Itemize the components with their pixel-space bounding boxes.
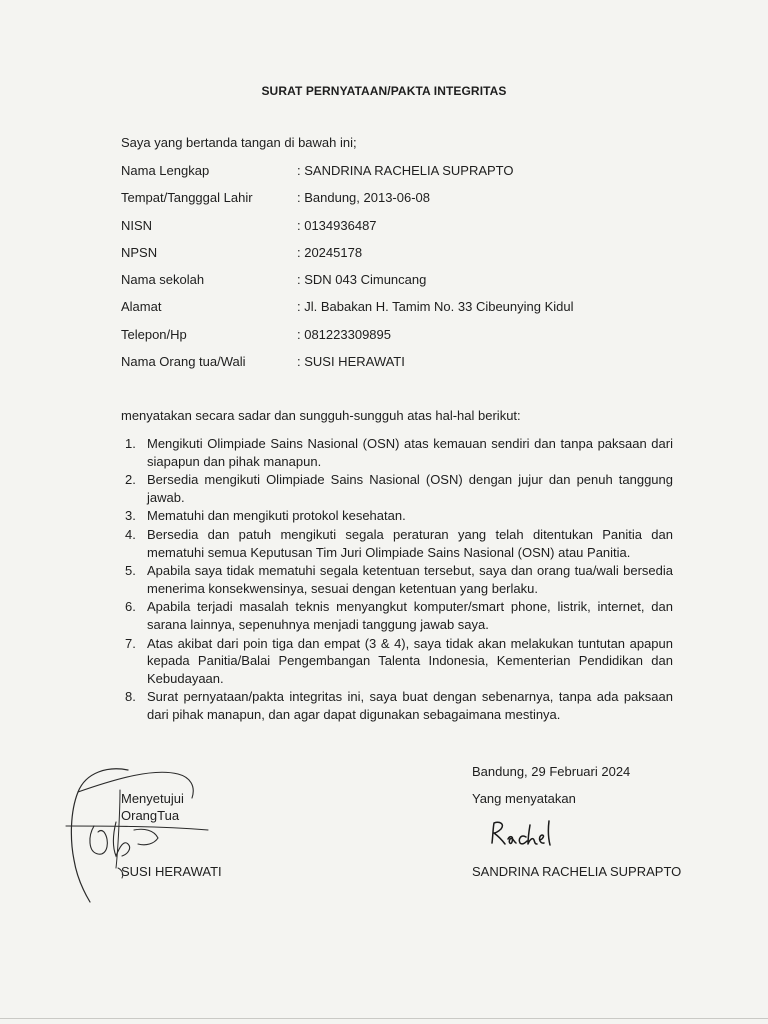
student-signature-mark — [486, 815, 566, 855]
list-item — [121, 526, 673, 561]
statement-points-list — [121, 435, 673, 725]
student-name: SANDRINA RACHELIA SUPRAPTO — [472, 864, 682, 879]
identity-row-full-name — [121, 163, 681, 190]
point-text: Apabila terjadi masalah teknis menyangkut komputer/smart phone, listrik, internet, dan sarana lainnya, sepenuhnya menjadi tanggung jawab saya. — [147, 599, 673, 632]
list-item — [121, 562, 673, 597]
page-bottom-edge — [0, 1018, 768, 1019]
identity-value: : 20245178 — [297, 244, 363, 260]
point-number: 6. — [125, 599, 136, 615]
list-item — [121, 435, 673, 470]
identity-table — [121, 163, 681, 381]
list-item — [121, 598, 673, 633]
identity-value: : 0134936487 — [297, 217, 377, 233]
identity-row-nisn — [121, 218, 681, 245]
identity-value: : Bandung, 2013-06-08 — [297, 190, 430, 206]
identity-label: Telepon/Hp — [121, 326, 187, 342]
stated-by-label: Yang menyatakan — [472, 791, 576, 806]
guardian-name: SUSI HERAWATI — [121, 864, 222, 879]
document-title: SURAT PERNYATAAN/PAKTA INTEGRITAS — [261, 84, 507, 98]
identity-value: : SANDRINA RACHELIA SUPRAPTO — [297, 163, 514, 178]
identity-value: : 081223309895 — [297, 326, 391, 342]
point-text: Bersedia dan patuh mengikuti segala peraturan yang telah ditentukan Panitia dan mematuhi semua Keputusan Tim Juri Olimpiade Sains Nasional (OSN) atau Panitia. — [147, 526, 673, 560]
point-number: 5. — [125, 563, 136, 579]
identity-label: Nama sekolah — [121, 272, 205, 288]
identity-label: Tempat/Tangggal Lahir — [121, 190, 253, 206]
guardian-signature-mark — [58, 760, 228, 910]
list-item — [121, 507, 673, 525]
identity-row-npsn — [121, 245, 681, 272]
identity-value: : Jl. Babakan H. Tamim No. 33 Cibeunying Kidul — [297, 299, 574, 315]
guardian-role-label: OrangTua — [121, 808, 180, 823]
list-item — [121, 471, 673, 506]
identity-label: NPSN — [121, 244, 158, 260]
approve-label: Menyetujui — [121, 791, 184, 806]
point-text: Bersedia mengikuti Olimpiade Sains Nasional (OSN) dengan jujur dan penuh tanggung jawab. — [147, 472, 673, 505]
identity-row-school — [121, 272, 681, 299]
point-number: 1. — [125, 436, 136, 451]
point-text: Mematuhi dan mengikuti protokol kesehatan. — [147, 508, 406, 524]
point-number: 4. — [125, 526, 136, 542]
identity-value: : SUSI HERAWATI — [297, 354, 405, 370]
identity-row-phone — [121, 327, 681, 354]
list-item — [121, 688, 673, 723]
identity-label: Alamat — [121, 299, 162, 315]
identity-row-address — [121, 299, 681, 326]
identity-label: NISN — [121, 217, 153, 233]
point-number: 2. — [125, 472, 136, 488]
identity-row-birth — [121, 190, 681, 217]
statement-text: menyatakan secara sadar dan sungguh-sungguh atas hal-hal berikut: — [121, 408, 521, 423]
identity-value: : SDN 043 Cimuncang — [297, 272, 427, 288]
place-date: Bandung, 29 Februari 2024 — [472, 764, 631, 779]
identity-label: Nama Lengkap — [121, 163, 210, 178]
identity-label: Nama Orang tua/Wali — [121, 354, 246, 370]
point-number: 3. — [125, 508, 136, 524]
identity-row-guardian — [121, 354, 681, 381]
point-text: Surat pernyataan/pakta integritas ini, saya buat dengan sebenarnya, tanpa ada paksaan dari pihak manapun, dan agar dapat digunakan sebagaimana mestinya. — [147, 689, 673, 722]
list-item — [121, 635, 673, 688]
intro-text: Saya yang bertanda tangan di bawah ini; — [121, 135, 357, 150]
point-number: 8. — [125, 689, 136, 705]
point-text: Mengikuti Olimpiade Sains Nasional (OSN) atas kemauan sendiri dan tanpa paksaan dari siapapun dan pihak manapun. — [147, 436, 673, 469]
point-number: 7. — [125, 635, 136, 651]
point-text: Atas akibat dari poin tiga dan empat (3 & 4), saya tidak akan melakukan tuntutan apapun kepada Panitia/Balai Pengembangan Talenta Indonesia, Kementerian Pendidikan dan Kebudayaan. — [147, 635, 673, 686]
point-text: Apabila saya tidak mematuhi segala ketentuan tersebut, saya dan orang tua/wali bersedia menerima konsekwensinya, sesuai dengan ketentuan yang berlaku. — [147, 563, 673, 596]
